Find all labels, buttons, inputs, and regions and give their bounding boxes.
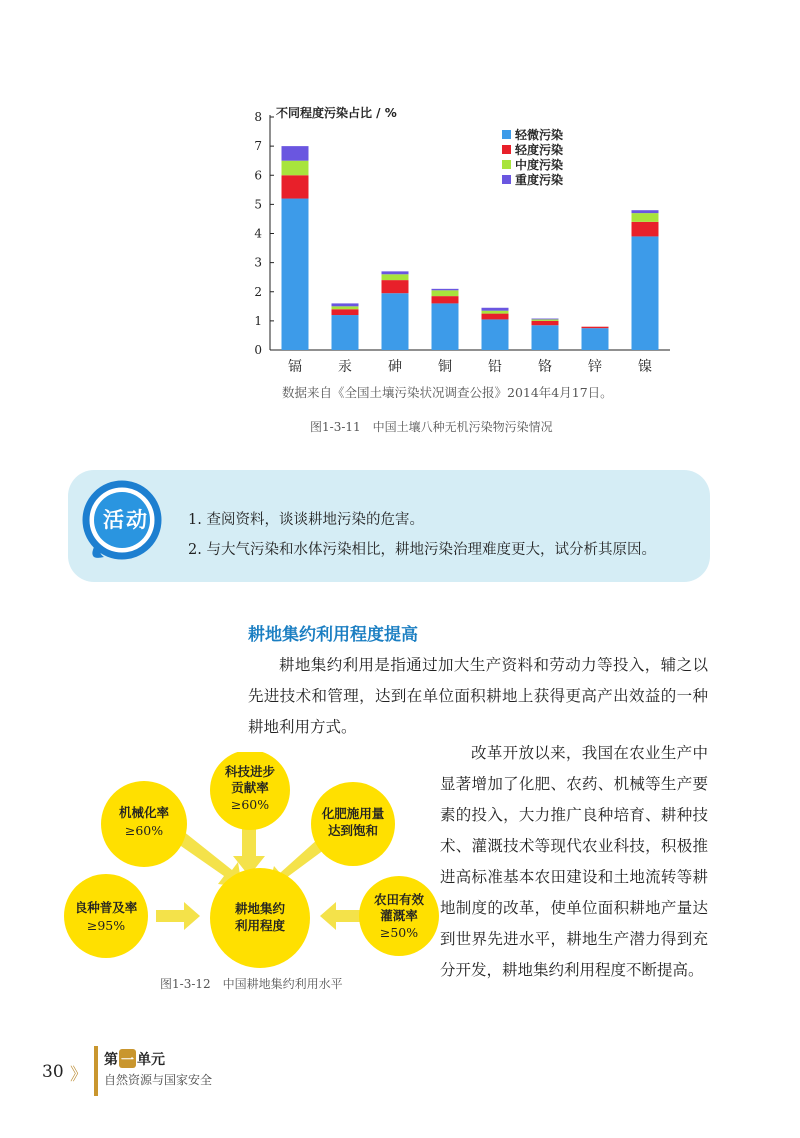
legend-swatch bbox=[502, 175, 511, 184]
bar-segment bbox=[632, 222, 659, 237]
bar-segment bbox=[382, 274, 409, 280]
tech-value: ≥60% bbox=[230, 797, 270, 812]
tech-label-2: 贡献率 bbox=[231, 780, 269, 795]
figure-caption-1-3-11: 图1-3-11 中国土壤八种无机污染物污染情况 bbox=[310, 420, 553, 434]
bar-segment bbox=[332, 306, 359, 309]
bar-segment bbox=[282, 199, 309, 350]
x-tick-label: 铅 bbox=[488, 359, 502, 375]
page-arrows-icon: 》 bbox=[70, 1065, 87, 1085]
bar-segment bbox=[632, 210, 659, 213]
y-tick-label: 3 bbox=[254, 255, 262, 270]
x-tick-label: 砷 bbox=[388, 359, 402, 375]
x-tick-label: 锌 bbox=[588, 359, 602, 375]
bar-segment bbox=[482, 319, 509, 350]
bar-segment bbox=[532, 319, 559, 320]
page-number: 30 bbox=[42, 1062, 64, 1082]
bar-segment bbox=[282, 146, 309, 161]
bar-segment bbox=[482, 308, 509, 311]
tech-label-1: 科技进步 bbox=[224, 764, 276, 779]
section-title: 耕地集约利用程度提高 bbox=[248, 625, 418, 645]
legend-label: 轻度污染 bbox=[515, 143, 564, 157]
bar-segment bbox=[382, 280, 409, 293]
seed-value: ≥95% bbox=[86, 918, 126, 933]
paragraph-definition: 耕地集约利用是指通过加大生产资料和劳动力等投入，辅之以先进技术和管理，达到在单位面积耕地上获得更高产出效益的一种耕地利用方式。 bbox=[248, 656, 708, 736]
footer-subtitle: 自然资源与国家安全 bbox=[104, 1073, 213, 1087]
legend-swatch bbox=[502, 130, 511, 139]
legend-label: 中度污染 bbox=[515, 158, 564, 172]
bar-segment bbox=[332, 303, 359, 306]
center-label-2: 利用程度 bbox=[234, 918, 286, 933]
bar-segment bbox=[382, 293, 409, 350]
bar-segment bbox=[382, 271, 409, 274]
bar-segment bbox=[532, 321, 559, 325]
bar-segment bbox=[332, 315, 359, 350]
bar-segment bbox=[432, 289, 459, 290]
bar-segment bbox=[282, 161, 309, 176]
irrigation-label-1: 农田有效 bbox=[373, 892, 425, 907]
x-tick-label: 铬 bbox=[538, 359, 552, 375]
activity-item-2: 2. 与大气污染和水体污染相比，耕地污染治理难度更大，试分析其原因。 bbox=[188, 542, 656, 558]
mechanization-label: 机械化率 bbox=[118, 805, 170, 820]
unit-prefix: 第 bbox=[104, 1052, 118, 1068]
bar-segment bbox=[282, 175, 309, 198]
y-tick-label: 5 bbox=[254, 197, 262, 212]
y-axis-label: 不同程度污染占比 / % bbox=[276, 106, 397, 120]
bar-segment bbox=[582, 327, 609, 328]
y-tick-label: 7 bbox=[254, 139, 262, 154]
legend-label: 轻微污染 bbox=[515, 128, 564, 142]
bar-segment bbox=[632, 236, 659, 350]
center-label-1: 耕地集约 bbox=[234, 901, 286, 916]
bar-segment bbox=[532, 325, 559, 350]
legend-label: 重度污染 bbox=[515, 173, 564, 187]
bar-segment bbox=[482, 314, 509, 320]
arrow-from-seed bbox=[156, 902, 200, 930]
x-tick-label: 镍 bbox=[638, 359, 652, 375]
mechanization-value: ≥60% bbox=[124, 823, 164, 838]
unit-number-badge: 一 bbox=[119, 1049, 136, 1068]
bar-segment bbox=[632, 213, 659, 222]
bar-segment bbox=[532, 319, 559, 320]
node-seed bbox=[64, 874, 148, 958]
fertilizer-label-2: 达到饱和 bbox=[327, 823, 379, 838]
footer-divider bbox=[94, 1046, 98, 1096]
chart-source-note: 数据来自《全国土壤污染状况调查公报》2014年4月17日。 bbox=[282, 385, 613, 400]
bar-segment bbox=[332, 309, 359, 315]
bar-segment bbox=[432, 296, 459, 303]
y-tick-label: 0 bbox=[254, 343, 262, 357]
activity-item-1: 1. 查阅资料，谈谈耕地污染的危害。 bbox=[188, 512, 424, 528]
y-tick-label: 6 bbox=[254, 168, 262, 183]
x-tick-label: 镉 bbox=[288, 359, 302, 375]
legend-swatch bbox=[502, 145, 511, 154]
bar-segment bbox=[582, 328, 609, 350]
unit-suffix: 单元 bbox=[137, 1052, 166, 1068]
pollution-bar-chart bbox=[240, 100, 680, 380]
figure-caption-1-3-12: 图1-3-12 中国耕地集约利用水平 bbox=[160, 977, 343, 991]
legend-swatch bbox=[502, 160, 511, 169]
arrow-from-irrigation bbox=[320, 902, 362, 930]
bar-segment bbox=[482, 311, 509, 314]
footer-unit-title bbox=[104, 1049, 165, 1069]
activity-label: 活动 bbox=[103, 508, 149, 532]
paragraph-reform: 改革开放以来，我国在农业生产中显著增加了化肥、农药、机械等生产要素的投入，大力推广良种培育、耕种技术、灌溉技术等现代农业科技，积极推进高标准基本农田建设和土地流转等耕地制度的改革，使单位面积耕地产量达到世界先进水平，耕地生产潜力得到充分开发，耕地集约利用程度不断提高。 bbox=[440, 744, 708, 979]
fertilizer-label-1: 化肥施用量 bbox=[321, 806, 385, 821]
irrigation-value: ≥50% bbox=[379, 925, 419, 940]
bar-segment bbox=[432, 290, 459, 296]
y-tick-label: 4 bbox=[254, 226, 262, 241]
y-tick-label: 1 bbox=[254, 313, 262, 328]
irrigation-label-2: 灌溉率 bbox=[380, 908, 418, 923]
seed-label: 良种普及率 bbox=[74, 900, 138, 915]
y-tick-label: 8 bbox=[254, 110, 262, 124]
x-tick-label: 汞 bbox=[338, 359, 352, 375]
bar-segment bbox=[432, 303, 459, 350]
x-tick-label: 铜 bbox=[438, 359, 452, 375]
intensive-use-diagram bbox=[60, 752, 440, 972]
y-tick-label: 2 bbox=[254, 284, 262, 299]
